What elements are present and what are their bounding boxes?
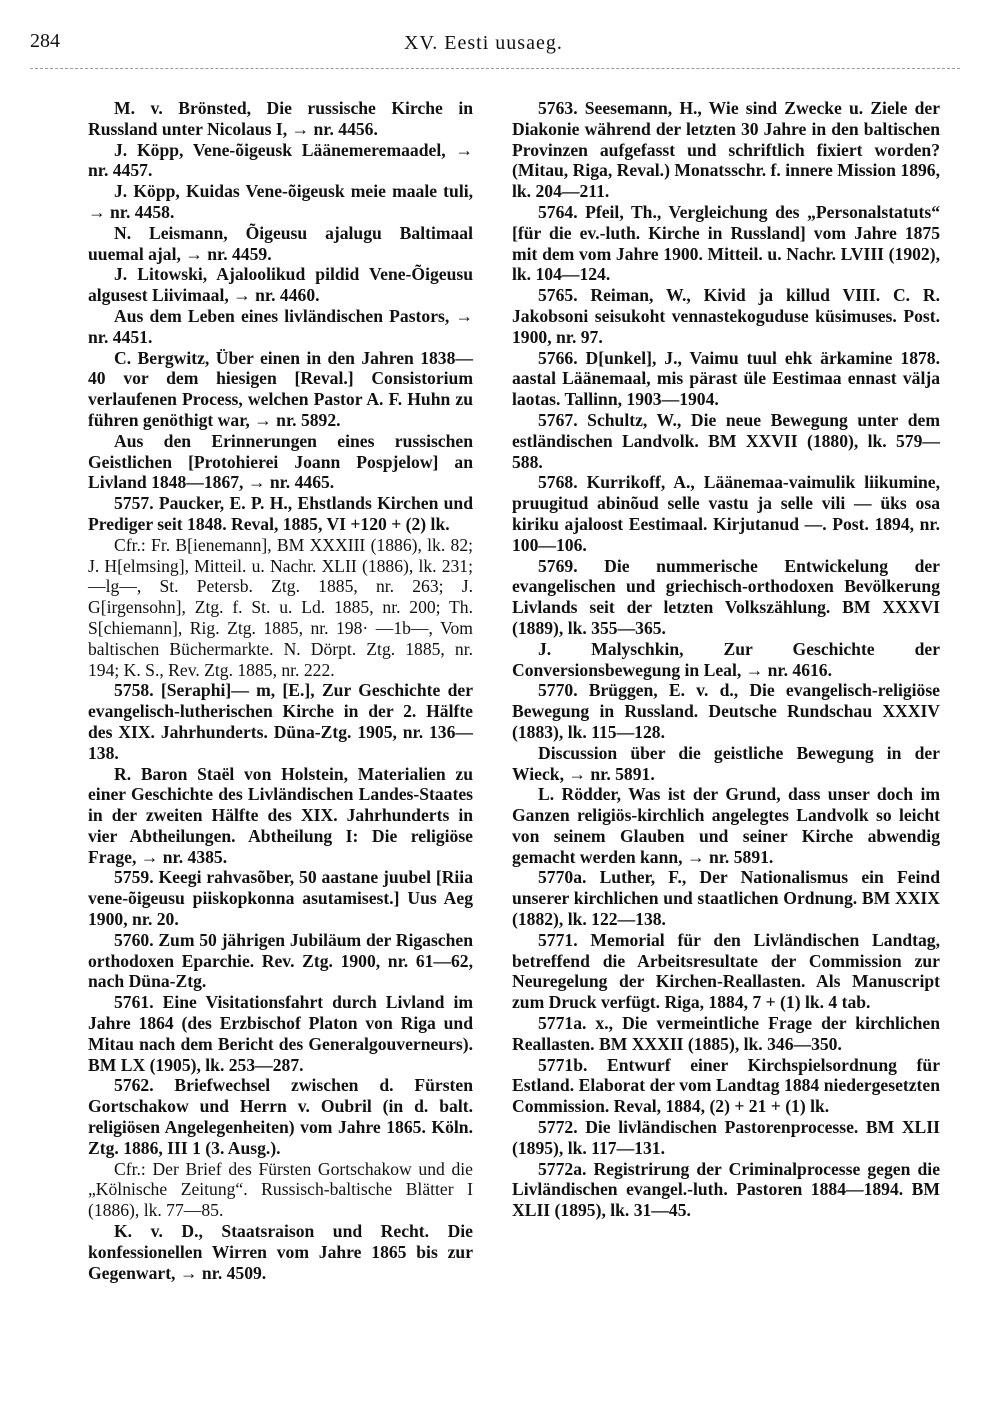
bib-entry: Aus dem Leben eines livländischen Pastors, → nr. 4451. xyxy=(88,305,473,347)
bib-entry: 5770. Brüggen, E. v. d., Die evangelisch-religiöse Bewegung in Russland. Deutsche Rundschau XXXIV (1883), lk. 115—128. xyxy=(512,680,940,742)
bib-entry: J. Köpp, Kuidas Vene-õigeusk meie maale tuli, → nr. 4458. xyxy=(88,181,473,222)
page-number: 284 xyxy=(30,30,60,52)
bib-entry: K. v. D., Staatsraison und Recht. Die konfessionellen Wirren vom Jahre 1865 bis zur Gegenwart, → nr. 4509. xyxy=(88,1221,473,1283)
bib-entry: C. Bergwitz, Über einen in den Jahren 1838—40 vor dem hiesigen [Reval.] Consistorium verlaufenen Process, welchen Pastor A. F. Huhn zu führen genöthigt war, → nr. 5892. xyxy=(88,347,473,430)
bib-entry: 5757. Paucker, E. P. H., Ehstlands Kirchen und Prediger seit 1848. Reval, 1885, VI +120 + (2) lk. xyxy=(88,493,473,534)
bib-entry: 5768. Kurrikoff, A., Läänemaa-vaimulik liikumine, pruugitud abinõud selle vastu ja selle vili — üks osa kiriku ajaloost Eestimaal. Kirjutanud —. Post. 1894, nr. 100—106. xyxy=(512,472,940,555)
bib-note: Cfr.: Der Brief des Fürsten Gortschakow und die „Kölnische Zeitung“. Russisch-baltische Blätter I (1886), lk. 77—85. xyxy=(88,1158,473,1221)
bib-entry: 5764. Pfeil, Th., Vergleichung des „Personalstatuts“ [für die ev.-luth. Kirche in Russland] vom Jahre 1875 mit dem vom Jahre 1900. Mitteil. u. Nachr. LVIII (1902), lk. 104—124. xyxy=(512,201,940,285)
bib-entry: 5766. D[unkel], J., Vaimu tuul ehk ärkamine 1878. aastal Läänemaal, mis pärast üle Eestimaa ennast välja laotas. Tallinn, 1903—1904. xyxy=(512,347,940,410)
bib-entry: R. Baron Staël von Holstein, Materialien zu einer Geschichte des Livländischen Landes-Staates in der zweiten Hälfte des XIX. Jahrhunderts in vier Abtheilungen. Abtheilung I: Die religiöse Frage, → nr. 4385. xyxy=(88,763,473,867)
bib-entry: 5772a. Registrirung der Criminalprocesse gegen die Livländischen evangel.-luth. Pastoren 1884—1894. BM XLII (1895), lk. 31—45. xyxy=(512,1158,940,1221)
right-column xyxy=(512,98,940,1221)
bib-entry: 5767. Schultz, W., Die neue Bewegung unter dem estländischen Landvolk. BM XXVII (1880), lk. 579—588. xyxy=(512,409,940,472)
bib-entry: J. Litowski, Ajaloolikud pildid Vene-Õigeusu algusest Liivimaal, → nr. 4460. xyxy=(88,264,473,306)
bib-entry: J. Köpp, Vene-õigeusk Läänemeremaadel, → nr. 4457. xyxy=(88,139,473,181)
bib-entry: 5769. Die nummerische Entwickelung der evangelischen und griechisch-orthodoxen Bevölkerung Livlands seit der letzten Volkszählung. BM XXXVI (1889), lk. 355—365. xyxy=(512,555,940,638)
bib-entry: M. v. Brönsted, Die russische Kirche in Russland unter Nicolaus I, → nr. 4456. xyxy=(88,98,473,139)
running-head: XV. Eesti uusaeg. xyxy=(404,32,563,54)
bib-entry: L. Rödder, Was ist der Grund, dass unser doch im Ganzen religiös-kirchlich angelegtes Landvolk so leicht von seinem Glauben und seiner Kirche abwendig gemacht werden kann, → nr. 5891. xyxy=(512,784,940,867)
bib-entry: 5765. Reiman, W., Kivid ja killud VIII. C. R. Jakobsoni seisukoht vennastekoguduse küsimuses. Post. 1900, nr. 97. xyxy=(512,285,940,347)
bib-entry: 5758. [Seraphi]— m, [E.], Zur Geschichte der evangelisch-lutherischen Kirche in der 2. Hälfte des XIX. Jahrhunderts. Düna-Ztg. 1905, nr. 136—138. xyxy=(88,680,473,763)
header-rule xyxy=(30,68,960,69)
bib-entry: 5760. Zum 50 jährigen Jubiläum der Rigaschen orthodoxen Eparchie. Rev. Ztg. 1900, nr. 61—62, nach Düna-Ztg. xyxy=(88,929,473,992)
bib-entry: Discussion über die geistliche Bewegung in der Wieck, → nr. 5891. xyxy=(512,742,940,784)
bib-entry: 5771. Memorial für den Livländischen Landtag, betreffend die Arbeitsresultate der Commission zur Neuregelung der Kirchen-Reallasten. Als Manuscript zum Druck verfügt. Riga, 1884, 7 + (1) lk. 4 tab. xyxy=(512,929,940,1013)
bib-note: Cfr.: Fr. B[ienemann], BM XXXIII (1886), lk. 82; J. H[elmsing], Mitteil. u. Nachr. XLII (1886), lk. 231; —lg—, St. Petersb. Ztg. 1885, nr. 263; J. G[irgensohn], Ztg. f. St. u. Ld. 1885, nr. 200; Th. S[chiemann], Rig. Ztg. 1885, nr. 198· —1b—, Vom baltischen Büchermarkte. N. Dörpt. Ztg. 1885, nr. 194; K. S., Rev. Ztg. 1885, nr. 222. xyxy=(88,534,473,680)
bib-entry: 5771b. Entwurf einer Kirchspielsordnung für Estland. Elaborat der vom Landtag 1884 niedergesetzten Commission. Reval, 1884, (2) + 21 + (1) lk. xyxy=(512,1054,940,1117)
bib-entry: 5762. Briefwechsel zwischen d. Fürsten Gortschakow und Herrn v. Oubril (in d. balt. religiösen Angelegenheiten) vom Jahre 1865. Köln. Ztg. 1886, III 1 (3. Ausg.). xyxy=(88,1075,473,1158)
bib-entry: 5759. Keegi rahvasõber, 50 aastane juubel [Riia vene-õigeusu piiskopkonna asutamisest.] Uus Aeg 1900, nr. 20. xyxy=(88,867,473,930)
bib-entry: N. Leismann, Õigeusu ajalugu Baltimaal uuemal ajal, → nr. 4459. xyxy=(88,222,473,264)
bib-entry: J. Malyschkin, Zur Geschichte der Conversionsbewegung in Leal, → nr. 4616. xyxy=(512,638,940,680)
bib-entry: Aus den Erinnerungen eines russischen Geistlichen [Protohierei Joann Pospjelow] an Livland 1848—1867, → nr. 4465. xyxy=(88,430,473,493)
bib-entry: 5772. Die livländischen Pastorenprocesse. BM XLII (1895), lk. 117—131. xyxy=(512,1117,940,1158)
bib-entry: 5761. Eine Visitationsfahrt durch Livland im Jahre 1864 (des Erzbischof Platon von Riga und Mitau nach dem Bericht des Generalgouverneurs). BM LX (1905), lk. 253—287. xyxy=(88,992,473,1075)
bib-entry: 5763. Seesemann, H., Wie sind Zwecke u. Ziele der Diakonie während der letzten 30 Jahre in den baltischen Provinzen aufgefasst und schriftlich fixiert worden? (Mitau, Riga, Reval.) Monatsschr. f. innere Mission 1896, lk. 204—211. xyxy=(512,98,940,202)
bib-entry: 5770a. Luther, F., Der Nationalismus ein Feind unserer kirchlichen und staatlichen Ordnung. BM XXIX (1882), lk. 122—138. xyxy=(512,867,940,930)
bib-entry: 5771a. x., Die vermeintliche Frage der kirchlichen Reallasten. BM XXXII (1885), lk. 346—350. xyxy=(512,1013,940,1054)
left-column xyxy=(88,98,473,1283)
